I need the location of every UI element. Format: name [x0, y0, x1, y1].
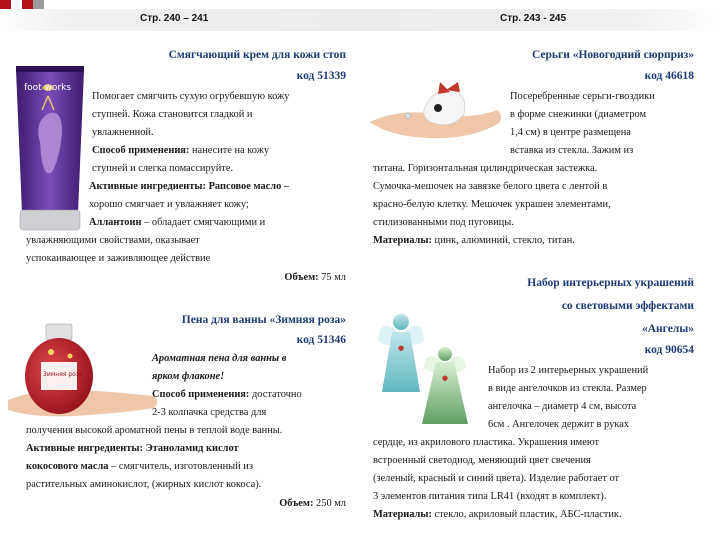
angels-line-4: 6см . Ангелочек держит в руках — [488, 419, 629, 430]
earrings-line-2: в форме снежинки (диаметром — [510, 109, 647, 120]
svg-text:foot works: foot works — [24, 83, 72, 93]
cream-allantoin: Аллантоин – обладает смягчающими и — [89, 217, 266, 228]
cream-ingredients: Активные ингредиенты: Рапсовое масло – — [89, 181, 290, 192]
header-bar — [0, 9, 720, 31]
foam-volume: Объем: 250 мл — [279, 498, 346, 509]
angels-line-5: сердце, из акрилового пластика. Украшения имеют — [373, 437, 600, 448]
foam-title: Пена для ванны «Зимняя роза» — [181, 314, 346, 326]
glass-angels-image — [370, 300, 482, 435]
angels-title-line-3: «Ангелы» — [641, 323, 694, 335]
earrings-materials: Материалы: цинк, алюминий, стекло, титан. — [373, 235, 575, 246]
foam-line-1: Ароматная пена для ванны в — [152, 353, 287, 364]
bottle-label-text — [41, 366, 83, 386]
cream-ingredients-cont: хорошо смягчает и увлажняет кожу; — [89, 199, 249, 210]
left-page-range: Стр. 240 – 241 — [140, 13, 209, 24]
foam-line-3: получения высокой ароматной пены в теплой воде ванны. — [26, 425, 283, 436]
right-page-range: Стр. 243 - 245 — [500, 13, 567, 24]
foam-line-2: ярком флаконе! — [152, 371, 225, 382]
earrings-gift-pouch-image — [368, 80, 508, 150]
cream-desc-line-1: Помогает смягчить сухую огрубевшую кожу — [92, 91, 290, 102]
foam-code: код 51346 — [296, 334, 346, 346]
earrings-line-7: красно-белую клетку. Мешочек украшен элементами, — [373, 199, 611, 210]
earrings-line-6: Сумочка-мешочек на завязке белого цвета с лентой в — [373, 181, 608, 192]
foam-ingredients: Активные ингредиенты: Этаноламид кислот — [26, 443, 239, 454]
earrings-line-5: титана. Горизонтальная цилиндрическая застежка. — [373, 163, 598, 174]
tube-brand-text — [22, 76, 72, 96]
angels-code: код 90654 — [644, 344, 694, 356]
foam-ingredients-cont-2: растительных аминокислот, (жирных кислот кокоса). — [26, 479, 262, 490]
cream-allantoin-cont-1: увлажняющими свойствами, оказывает — [26, 235, 200, 246]
angels-materials: Материалы: стекло, акриловый пластик, АБС-пластик. — [373, 509, 622, 520]
foam-usage-cont: 2-3 колпачка средства для — [152, 407, 267, 418]
cream-volume: Объем: 75 мл — [284, 272, 346, 283]
angels-line-2: в виде ангелочков из стекла. Размер — [488, 383, 647, 394]
svg-text:Зимняя роза: Зимняя роза — [43, 371, 83, 378]
cream-usage-cont: ступней и слегка помассируйте. — [92, 163, 234, 174]
foam-ingredients-cont: кокосового масла – смягчитель, изготовленный из — [26, 461, 253, 472]
angels-line-3: ангелочка – диаметр 4 см, высота — [488, 401, 637, 412]
foam-usage: Способ применения: достаточно — [152, 389, 302, 400]
angels-line-1: Набор из 2 интерьерных украшений — [488, 365, 649, 376]
cream-title: Смягчающий крем для кожи стоп — [168, 49, 346, 61]
angels-line-8: 3 элементов питания типа LR41 (входят в комплект). — [373, 491, 607, 502]
cream-usage: Способ применения: нанесите на кожу — [92, 145, 270, 156]
cream-desc-line-3: увлажненной. — [92, 127, 154, 138]
angels-line-6: встроенный светодиод, меняющий цвет свечения — [373, 455, 591, 466]
cream-desc-line-2: ступней. Кожа становится гладкой и — [92, 109, 253, 120]
bath-foam-bottle-image — [8, 322, 158, 432]
earrings-line-1: Посеребренные серьги-гвоздики — [510, 91, 655, 102]
earrings-line-8: стилизованными под пуговицы. — [373, 217, 514, 228]
earrings-title: Серьги «Новогодний сюрприз» — [531, 49, 694, 61]
earrings-line-4: вставка из стекла. Зажим из — [510, 145, 634, 156]
earrings-code: код 46618 — [644, 70, 694, 82]
earrings-line-3: 1,4 см) в центре размещена — [510, 127, 631, 138]
cream-allantoin-cont-2: успокаивающее и заживляющее действие — [26, 253, 211, 264]
cream-code: код 51339 — [296, 70, 346, 82]
angels-title-line-1: Набор интерьерных украшений — [527, 277, 694, 289]
angels-title-line-2: со световыми эффектами — [561, 300, 694, 312]
angels-line-7: (зеленый, красный и синий цвета). Изделие работает от — [373, 473, 620, 484]
